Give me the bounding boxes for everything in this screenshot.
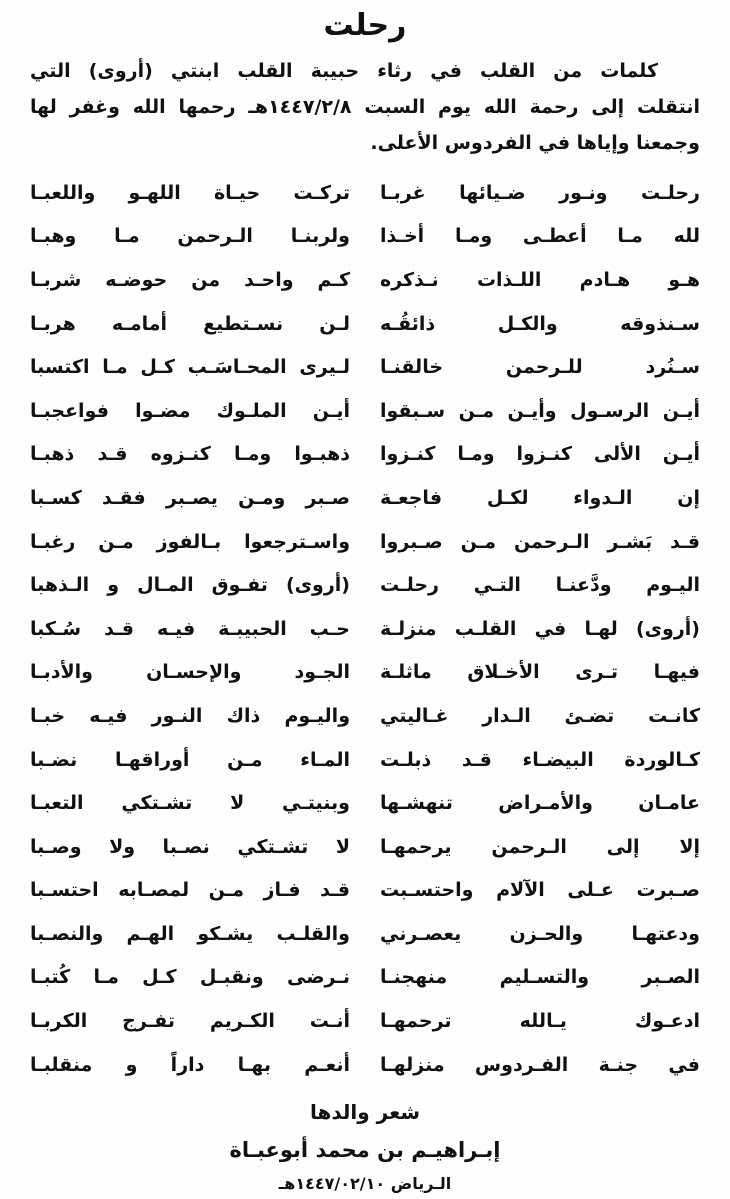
byline: شعر والدها	[309, 1100, 421, 1125]
hemistich-left: المـاء مـن أوراقهـا نضـبا	[30, 748, 350, 771]
verse-row	[30, 171, 700, 215]
hemistich-left: والقلـب يشـكو الهـم والنصـبا	[30, 922, 350, 945]
verse-row	[30, 607, 700, 651]
verse-row	[30, 345, 700, 389]
hemistich-right: صـبرت عـلى الآلام واحتسـبت	[380, 879, 700, 902]
hemistich-right: لله مـا أعطـى ومـا أخـذا	[380, 225, 700, 248]
verse-row	[30, 999, 700, 1043]
hemistich-right: كـالوردة البيضـاء قـد ذبلـت	[380, 748, 700, 771]
hemistich-left: حـب الحبيبـة فيـه قـد سُـكبا	[30, 617, 350, 640]
hemistich-left: كـم واحـد من حوضـه شربـا	[30, 268, 350, 291]
hemistich-left: أنعـم بهـا داراً و منقلبـا	[30, 1053, 350, 1076]
verse-row	[30, 869, 700, 913]
verse-row	[30, 694, 700, 738]
verse-row	[30, 476, 700, 520]
hemistich-left: لا تشـتكي نصـبا ولا وصـبا	[30, 835, 350, 858]
hemistich-left: وبنيتـي لا تشـتكي التعبـا	[30, 792, 350, 815]
verse-row	[30, 302, 700, 346]
hemistich-right: قـد بَشـر الـرحمن مـن صـبروا	[380, 530, 700, 553]
hemistich-left: أيـن الملـوك مضـوا فواعجبـا	[30, 399, 350, 422]
verse-row	[30, 563, 700, 607]
hemistich-right: (أروى) لهـا في القلـب منزلـة	[380, 617, 700, 640]
hemistich-right: سـنُرد للـرحمن خالقنـا	[380, 356, 700, 379]
hemistich-right: ادعـوك يـالله ترحمهـا	[380, 1010, 700, 1033]
verse-row	[30, 738, 700, 782]
verse-row	[30, 956, 700, 1000]
hemistich-right: الصـبر والتسـليم منهجنـا	[380, 966, 700, 989]
intro-line-2: انتقلت إلى رحمة الله يوم السبت ١٤٤٧/٢/٨هـ رحمها الله وغفر لها	[30, 96, 700, 118]
hemistich-left: الجـود والإحسـان والأدبـا	[30, 661, 350, 684]
hemistich-right: عامـان والأمـراض تنهشـها	[380, 792, 700, 815]
hemistich-right: هـو هـادم اللـذات نـذكره	[380, 268, 700, 291]
hemistich-right: أيـن الألى كنـزوا ومـا كنـزوا	[380, 443, 700, 466]
hemistich-left: واسـترجعوا بـالفوز مـن رغبـا	[30, 530, 350, 553]
hemistich-left: أنـت الكـريم تفـرج الكربـا	[30, 1010, 350, 1033]
hemistich-right: إلا إلى الـرحمن يرحمهـا	[380, 835, 700, 858]
hemistich-left: (أروى) تفـوق المـال و الـذهبا	[30, 574, 350, 597]
hemistich-right: أيـن الرسـول وأيـن مـن سـبقوا	[380, 399, 700, 422]
verse-row	[30, 825, 700, 869]
hemistich-right: سـنذوقه والكـل ذائقُـه	[380, 312, 700, 335]
hemistich-left: لـيرى المحـاسَـب كـل مـا اكتسبا	[30, 356, 350, 379]
author-name: إبـراهيـم بن محمد أبوعبـاة	[229, 1138, 501, 1163]
verse-row	[30, 781, 700, 825]
verse-row	[30, 215, 700, 259]
verse-row	[30, 389, 700, 433]
hemistich-left: نـرضى ونقبـل كـل مـا كُتبـا	[30, 966, 350, 989]
verse-row	[30, 1043, 700, 1087]
verse-row	[30, 258, 700, 302]
hemistich-right: في جنـة الفـردوس منزلهـا	[380, 1053, 700, 1076]
hemistich-left: ولربنـا الـرحمن مـا وهبـا	[30, 225, 350, 248]
hemistich-right: رحلـت ونـور ضـيائها غربـا	[380, 181, 700, 204]
footer	[30, 1100, 700, 1193]
verse-row	[30, 651, 700, 695]
hemistich-left: واليـوم ذاك النـور فيـه خبـا	[30, 704, 350, 727]
place-date: الـرياض ١٤٤٧/٠٢/١٠هـ	[278, 1174, 452, 1194]
hemistich-right: ودعتهـا والحـزن يعصـرني	[380, 922, 700, 945]
hemistich-right: فيهـا تـرى الأخـلاق ماثلـة	[380, 661, 700, 684]
verse-row	[30, 433, 700, 477]
hemistich-left: قـد فـاز مـن لمصـابه احتسـبا	[30, 879, 350, 902]
verse-row	[30, 520, 700, 564]
poem-body	[30, 171, 700, 1086]
hemistich-left: ذهبـوا ومـا كنـزوه قـد ذهبـا	[30, 443, 350, 466]
intro-paragraph	[30, 53, 700, 161]
hemistich-left: تركـت حيـاة اللهـو واللعبـا	[30, 181, 350, 204]
hemistich-left: صـبر ومـن يصـبر فقـد كسـبا	[30, 486, 350, 509]
hemistich-right: كانـت تضـئ الـدار غـاليتي	[380, 704, 700, 727]
verse-row	[30, 912, 700, 956]
hemistich-right: اليـوم ودَّعنـا التـي رحلـت	[380, 574, 700, 597]
page-title: رحلت	[323, 8, 407, 43]
intro-line-3: وجمعنا وإياها في الفردوس الأعلى.	[370, 132, 700, 154]
intro-line-1: كلمات من القلب في رثاء حبيبة القلب ابنتي (أروى) التي	[30, 60, 658, 82]
hemistich-right: إن الـدواء لكـل فاجعـة	[380, 486, 700, 509]
hemistich-left: لـن نسـتطيع أمامـه هربـا	[30, 312, 350, 335]
